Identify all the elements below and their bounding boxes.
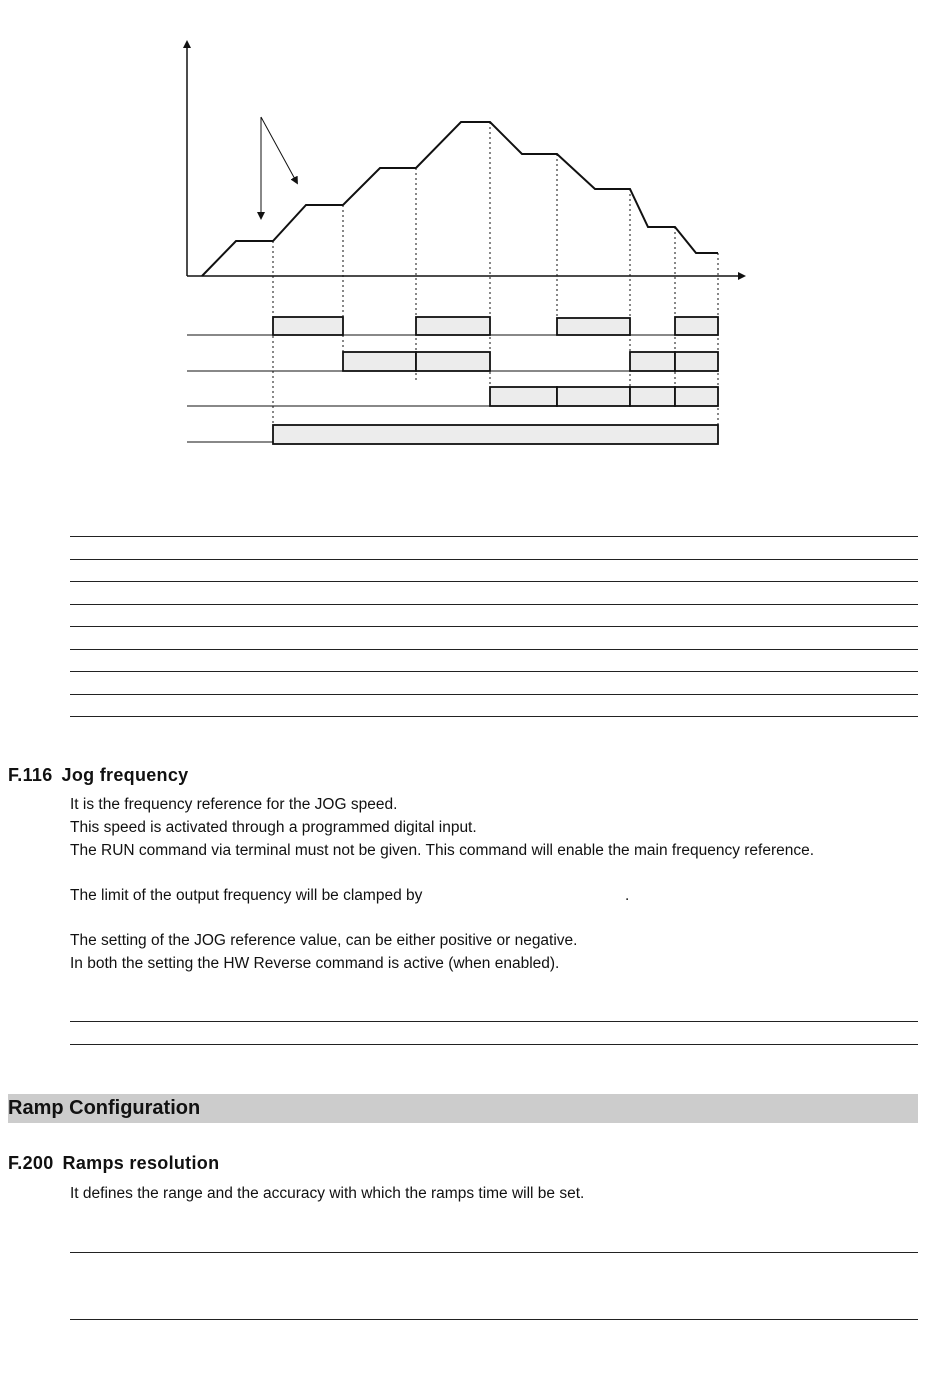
f116-code: F.116 (8, 765, 53, 785)
table-rule (70, 604, 918, 605)
f116-line-3: The RUN command via terminal must not be given. This command will enable the main frequency reference. (70, 842, 815, 859)
frequency-profile-line (202, 122, 718, 276)
f116-heading (8, 765, 188, 786)
f116-line-1: It is the frequency reference for the JOG speed. (70, 796, 398, 813)
input-row-2-pulses (343, 352, 718, 371)
ramp-configuration-section (8, 1094, 918, 1123)
input-row-4-pulses (273, 425, 718, 444)
input-row-1-pulses (273, 317, 718, 335)
f116-line-5: In both the setting the HW Reverse command is active (when enabled). (70, 955, 560, 972)
table-rule (70, 536, 918, 537)
f200-heading (8, 1153, 219, 1174)
table-rule (70, 581, 918, 582)
table-rule (70, 671, 918, 672)
f200-code: F.200 (8, 1153, 54, 1173)
table-rule (70, 626, 918, 627)
multispeed-timing-diagram (0, 0, 950, 460)
f116-line-2: This speed is activated through a programmed digital input. (70, 819, 477, 836)
f116-title: Jog frequency (61, 765, 189, 785)
f200-table-rule (70, 1252, 918, 1253)
f200-table-rule (70, 1319, 918, 1320)
table-rule (70, 559, 918, 560)
f200-line-1: It defines the range and the accuracy with which the ramps time will be set. (70, 1185, 585, 1202)
section-title: Ramp Configuration (8, 1097, 201, 1119)
f200-title: Ramps resolution (62, 1153, 220, 1173)
table-rule (70, 649, 918, 650)
f116-clamp-text: The limit of the output frequency will be clamped by (70, 887, 423, 904)
f116-clamp-end: . (625, 887, 630, 904)
pointer-arrow-diagonal (261, 117, 296, 181)
table-rule (70, 716, 918, 717)
f116-table-rule (70, 1044, 918, 1045)
f116-table-rule (70, 1021, 918, 1022)
table-rule (70, 694, 918, 695)
f116-line-4: The setting of the JOG reference value, can be either positive or negative. (70, 932, 578, 949)
input-row-3-pulses (490, 387, 718, 406)
